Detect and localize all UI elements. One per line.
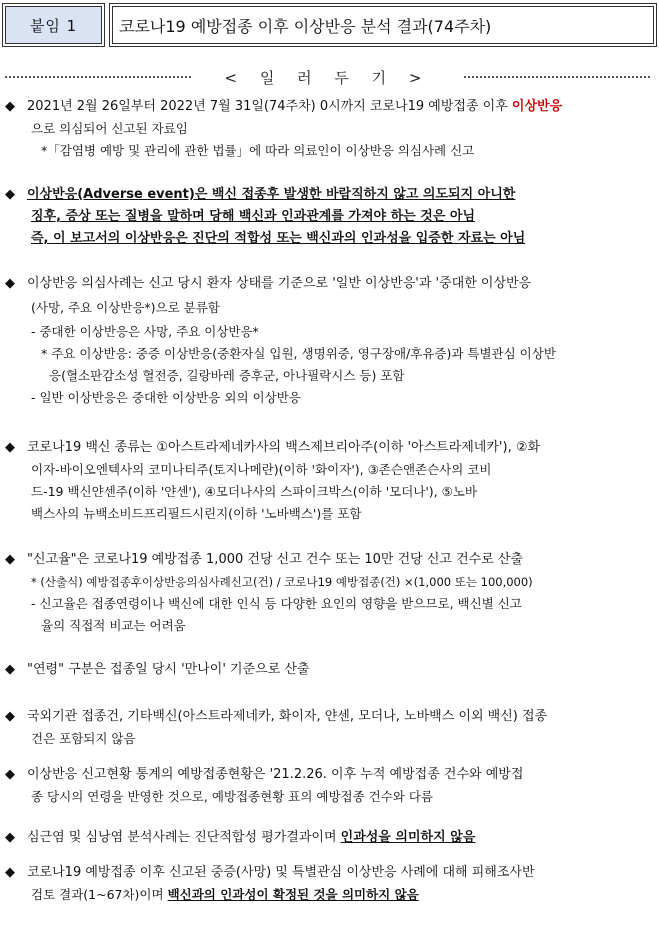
notes-heading-label: < 일 러 두 기 > [224,68,431,87]
bullet-note: *「감염병 예방 및 관리에 관한 법률」에 따라 의료인이 이상반응 의심사례 신고 [41,143,475,158]
bullet-text: 징후, 증상 또는 질병을 말하며 당해 백신과 인과관계를 가져야 하는 것은 아님 [31,209,476,224]
diamond-bullet-icon: ◆ [5,662,15,677]
bullet-text: 이상반응 신고현황 통계의 예방접종현황은 '21.2.26. 이후 누적 예방접종 건수와 예방접 [27,767,524,782]
bullet-text: (사망, 주요 이상반응*)으로 분류함 [31,300,220,315]
appendix-label: 붙임 1 [5,6,102,44]
bullet-bold-text: 이상반응 [511,99,563,114]
bullet-subitem: - 일반 이상반응은 중대한 이상반응 외의 이상반응 [31,390,301,405]
bullet-note: 응(혈소판감소성 혈전증, 길랑바레 증후군, 아나필락시스 등) 포함 [49,368,405,383]
bullet-text: "연령" 구분은 접종일 당시 '만나이' 기준으로 산출 [27,662,310,677]
dotted-divider [464,76,650,78]
bullet-note: * (산출식) 예방접종후이상반응의심사례신고(건) / 코로나19 예방접종(건) ×(1,000 또는 100,000) [31,575,533,589]
bullet-text: 이상반응 의심사례는 신고 당시 환자 상태를 기준으로 '일반 이상반응'과 '중대한 이상반응 [27,276,532,291]
bullet-adverse-event-definition [5,184,655,250]
diamond-bullet-icon: ◆ [5,276,15,291]
notes-heading [5,64,650,90]
diamond-bullet-icon: ◆ [5,709,15,724]
diamond-bullet-icon: ◆ [5,187,15,202]
bullet-subitem: - 중대한 이상반응은 사망, 주요 이상반응* [31,324,259,339]
bullet-text: 코로나19 백신 종류는 ①아스트라제네카사의 백스제브리아주(이하 '아스트라제네카'), ②화 [27,440,541,455]
bullet-text: 으로 의심되어 신고된 자료임 [31,121,188,136]
bullet-excluded [5,706,655,750]
bullet-text: 검토 결과(1~67차)이며 [31,887,168,902]
page-title: 코로나19 예방접종 이후 이상반응 분석 결과(74주차) [112,6,654,44]
bullet-text: 심근염 및 심낭염 분석사례는 진단적합성 평가결과이며 [27,830,341,845]
diamond-bullet-icon: ◆ [5,830,15,845]
bullet-myocarditis [5,827,655,849]
bullet-text: 코로나19 예방접종 이후 신고된 중증(사망) 및 특별관심 이상반응 사례에 대해 피해조사반 [27,865,535,880]
bullet-report-rate [5,549,655,637]
bullet-note: * 주요 이상반응: 중증 이상반응(중환자실 입원, 생명위중, 영구장애/후유증)과 특별관심 이상반 [41,346,556,361]
bullet-classification [5,273,655,409]
bullet-text: 국외기관 접종건, 기타백신(아스트라제네카, 화이자, 얀센, 모더나, 노바백스 이외 백신) 접종 [27,709,548,724]
header [5,6,492,44]
bullet-subitem: 율의 직접적 비교는 어려움 [41,618,186,633]
bullet-vaccine-types [5,437,655,525]
bullet-age [5,659,655,681]
bullet-reporting-period [5,96,655,162]
bullet-text: "신고율"은 코로나19 예방접종 1,000 건당 신고 건수 또는 10만 건당 신고 건수로 산출 [27,552,524,567]
bullet-investigation [5,862,655,906]
diamond-bullet-icon: ◆ [5,767,15,782]
bullet-text: 즉, 이 보고서의 이상반응은 진단의 적합성 또는 백신과의 인과성을 입증한 자료는 아님 [31,231,526,246]
bullet-bold-text: 인과성을 의미하지 않음 [340,830,476,845]
bullet-text: 이상반응(Adverse event)은 백신 접종후 발생한 바람직하지 않고 의도되지 아니한 [27,187,516,202]
bullet-text: 이자-바이오엔텍사의 코미나티주(토지나메란)(이하 '화이자'), ③존슨앤존슨사의 코비 [31,462,492,477]
bullet-text: 건은 포함되지 않음 [31,731,136,746]
dotted-divider [5,76,191,78]
bullet-vaccination-status [5,764,655,808]
diamond-bullet-icon: ◆ [5,99,15,114]
bullet-text: 백스사의 뉴백소비드프리필드시린지(이하 '노바백스')를 포함 [31,506,362,521]
bullet-text: 2021년 2월 26일부터 2022년 7월 31일(74주차) 0시까지 코로나19 예방접종 이후 [27,99,512,114]
bullet-text: 드-19 백신얀센주(이하 '얀센'), ④모더나사의 스파이크박스(이하 '모더나'), ⑤노바 [31,484,477,499]
diamond-bullet-icon: ◆ [5,865,15,880]
bullet-text: 종 당시의 연령을 반영한 것으로, 예방접종현황 표의 예방접종 건수와 다름 [31,789,433,804]
bullet-bold-text: 백신과의 인과성이 확정된 것을 의미하지 않음 [167,887,419,902]
bullet-subitem: - 신고율은 접종연령이나 백신에 대한 인식 등 다양한 요인의 영향을 받으므로, 백신별 신고 [31,596,522,611]
diamond-bullet-icon: ◆ [5,552,15,567]
diamond-bullet-icon: ◆ [5,440,15,455]
